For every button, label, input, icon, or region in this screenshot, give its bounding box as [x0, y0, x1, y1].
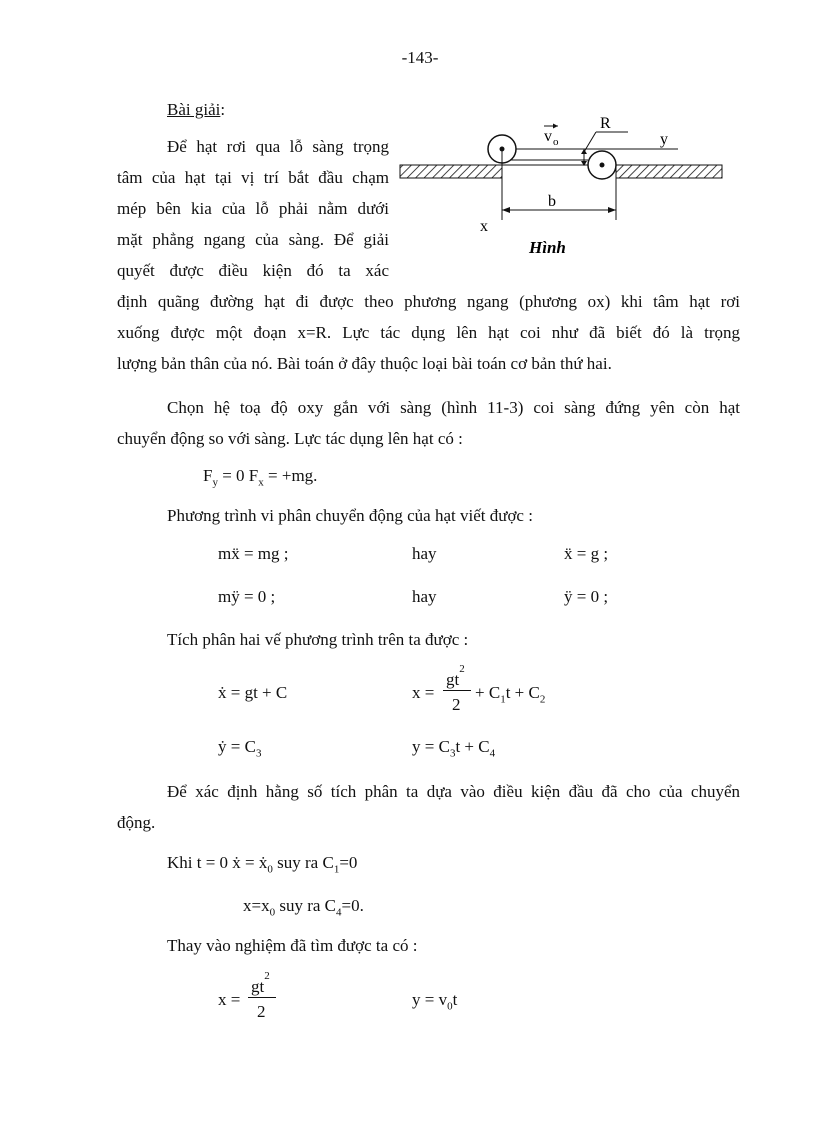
label-x: x — [480, 218, 488, 235]
final-y: $y = v_0t$ — [412, 990, 458, 1013]
forces-equation: $F_y = 0$ $F_x = +mg$. — [203, 466, 318, 489]
integral-x-lhs: x = — [412, 683, 435, 702]
final-x-denominator: 2 — [257, 1002, 266, 1021]
integral-ydot: ẏ = $C_3$ — [218, 737, 262, 760]
final-x-numerator: $gt^2$ — [251, 970, 270, 996]
integral-xdot: ẋ = gt + C — [218, 683, 288, 702]
label-v-sub: o — [553, 136, 559, 148]
heading-text: Bài giải — [167, 100, 221, 119]
para3: Phương trình vi phân chuyển động của hạt viết được : — [167, 506, 533, 525]
label-v: v — [544, 128, 552, 145]
sieve-right-plate — [616, 165, 722, 178]
label-y: y — [660, 131, 668, 148]
diff-eq-y-left: mÿ = 0 ; — [218, 587, 276, 606]
para5-line-1: Để xác định hằng số tích phân ta dựa vào điều kiện đầu đã cho của chuyển — [167, 782, 740, 801]
intro-line-1: Để hạt rơi qua lỗ sàng trọng — [167, 137, 389, 156]
diff-eq-y-mid: hay — [412, 587, 437, 606]
diff-eq-y-right: ÿ = 0 ; — [564, 587, 609, 606]
integral-x-numerator: $gt^2$ — [446, 663, 465, 689]
diff-eq-x-left: mẍ = mg ; — [218, 544, 289, 563]
label-b: b — [548, 193, 556, 210]
figure-caption: Hình — [529, 238, 566, 257]
sieve-left-plate — [400, 165, 502, 178]
page-number: -143- — [401, 48, 439, 67]
para4: Tích phân hai vế phương trình trên ta được : — [167, 630, 469, 649]
para2-line-2: chuyển động so với sàng. Lực tác dụng lên hạt có : — [117, 429, 463, 448]
intro-cont-line-2: xuống được một đoạn x=R. Lực tác dụng lên hạt coi như đã biết đó là trọng — [117, 323, 740, 342]
intro-line-2: tâm của hạt tại vị trí bắt đầu chạm — [117, 168, 389, 187]
final-x-lhs: x = — [218, 990, 241, 1009]
label-R: R — [600, 115, 611, 132]
intro-line-5: quyết được điều kiện đó ta xác — [117, 261, 389, 280]
integral-x-fraction-bar — [443, 690, 471, 691]
integral-x-rest: + $C_1t + C_2$ — [475, 683, 546, 706]
condition-1: Khi t = 0 ẋ = ẋ$_0$ suy ra $C_1=0$ — [167, 853, 358, 876]
para2-line-1: Chọn hệ toạ độ oxy gắn với sàng (hình 11-3) coi sàng đứng yên còn hạt — [167, 398, 740, 417]
solution-heading — [167, 100, 225, 120]
diff-eq-x-right: ẍ = g ; — [564, 544, 609, 563]
diff-eq-x-mid: hay — [412, 544, 437, 563]
intro-cont-line-3: lượng bản thân của nó. Bài toán ở đây thuộc loại bài toán cơ bản thứ hai. — [117, 354, 612, 373]
condition-2: $x=x_0$ suy ra $C_4=0$. — [243, 896, 364, 919]
integral-y: $y = C_3t + C_4$ — [412, 737, 496, 760]
para6: Thay vào nghiệm đã tìm được ta có : — [167, 936, 418, 955]
sieve-figure — [398, 110, 728, 260]
intro-line-3: mép bên kia của lỗ phải nằm dưới — [117, 199, 389, 218]
final-x-fraction-bar — [248, 997, 276, 998]
integral-x-denominator: 2 — [452, 695, 461, 714]
intro-cont-line-1: định quãng đường hạt đi được theo phương ngang (phương ox) khi tâm hạt rơi — [117, 292, 740, 311]
heading-colon: : — [220, 100, 226, 119]
intro-line-4: mặt phẳng ngang của sàng. Để giải — [117, 230, 389, 249]
para5-line-2: động. — [117, 813, 156, 832]
